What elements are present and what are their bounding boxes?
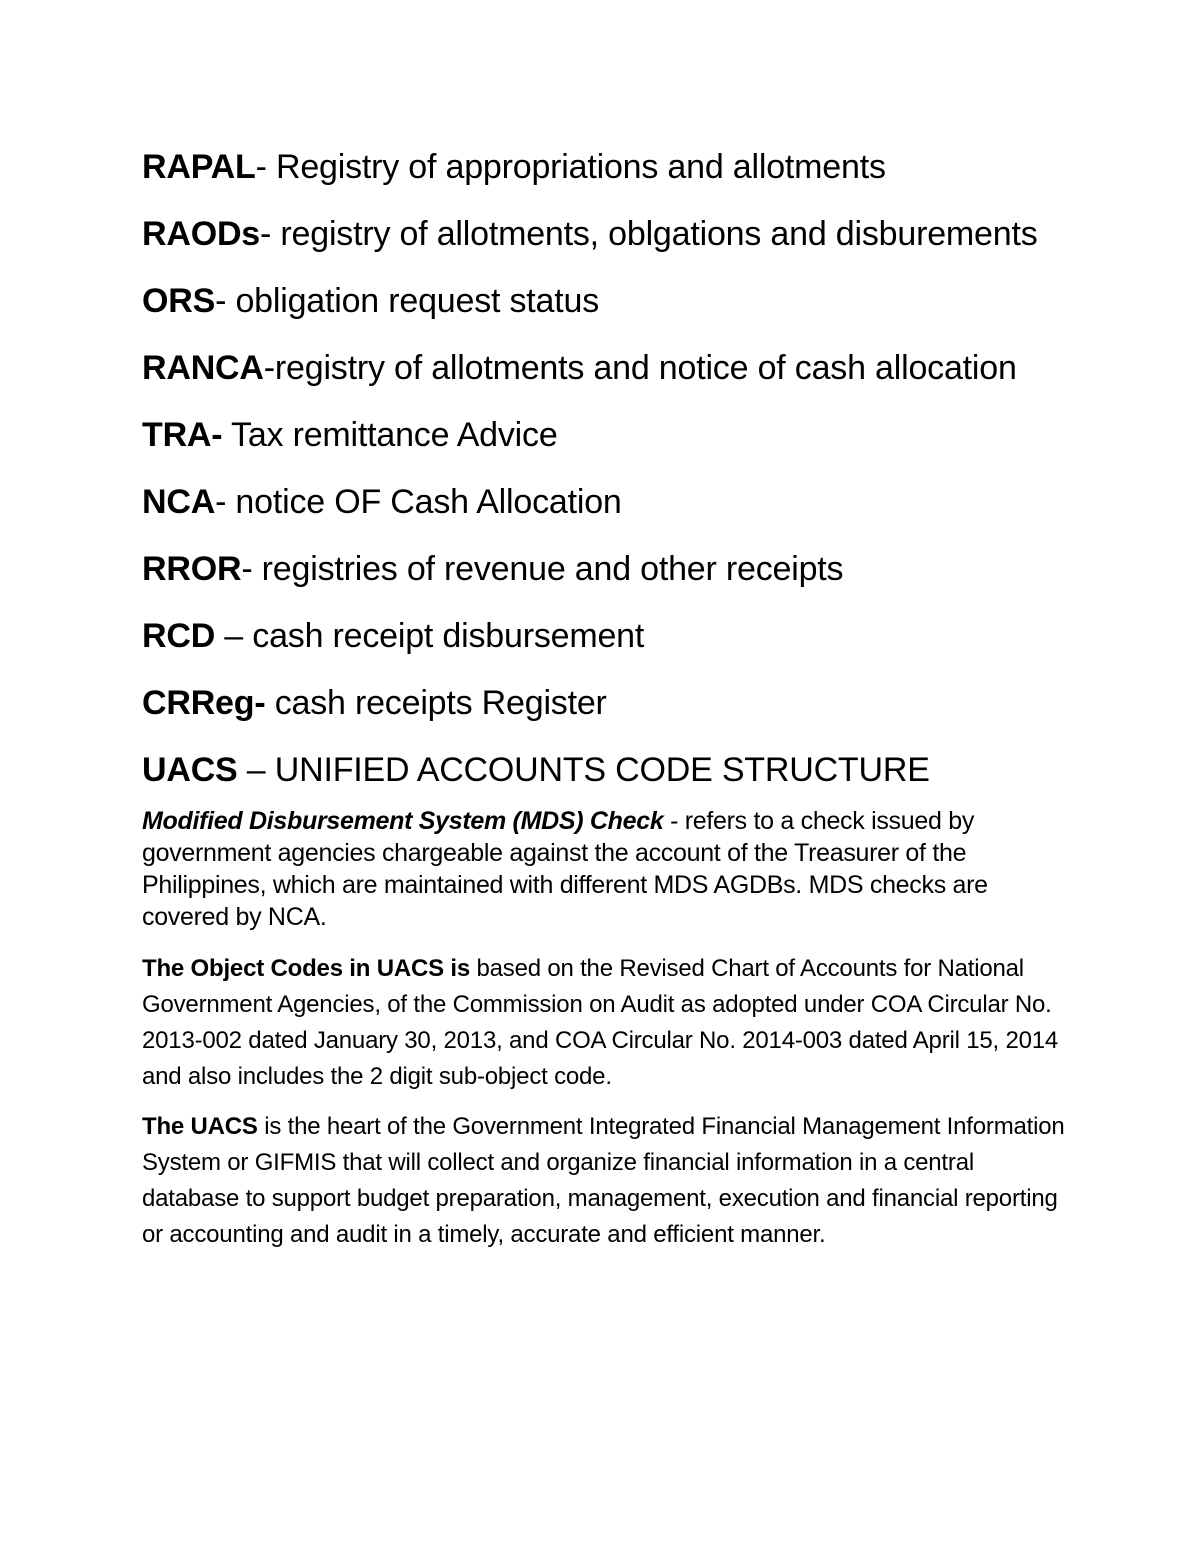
object-codes-lead: The Object Codes in UACS is [142, 955, 470, 982]
term-raods [142, 209, 1072, 259]
term-abbr: NCA [142, 483, 216, 521]
term-definition: Tax remittance Advice [222, 416, 558, 454]
document-page [142, 142, 1072, 1267]
term-definition: -registry of allotments and notice of cash allocation [263, 349, 1017, 387]
term-tra [142, 410, 1072, 460]
mds-check-paragraph [142, 805, 1072, 933]
term-abbr: CRReg- [142, 684, 266, 722]
term-ranca [142, 343, 1072, 393]
mds-check-text: - refers to a check issued by government agencies chargeable against the account of the Treasurer of the Philippines, which are maintained with different MDS AGDBs. MDS checks are covered by NCA. [142, 807, 988, 931]
term-rror [142, 544, 1072, 594]
term-crreg [142, 678, 1072, 728]
term-rcd [142, 611, 1072, 661]
term-ors [142, 276, 1072, 326]
term-abbr: RROR [142, 550, 242, 588]
term-uacs [142, 745, 1072, 795]
term-definition: – cash receipt disbursement [215, 617, 645, 655]
term-definition: - obligation request status [215, 282, 600, 320]
term-definition: – UNIFIED ACCOUNTS CODE STRUCTURE [237, 751, 930, 789]
term-abbr: RAODs [142, 215, 261, 253]
term-definition: - Registry of appropriations and allotments [255, 148, 886, 186]
term-rapal [142, 142, 1072, 192]
object-codes-text: based on the Revised Chart of Accounts for National Government Agencies, of the Commission on Audit as adopted under COA Circular No. 2013-002 dated January 30, 2013, and COA Circular No. 2014-003 dated April 15, 2014 and also includes the 2 digit sub-object code. [142, 955, 1059, 1090]
mds-check-lead: Modified Disbursement System (MDS) Check [142, 807, 664, 835]
object-codes-paragraph [142, 951, 1072, 1095]
term-abbr: ORS [142, 282, 216, 320]
term-definition: - registry of allotments, oblgations and disburements [260, 215, 1038, 253]
term-abbr: RANCA [142, 349, 264, 387]
uacs-heart-text: is the heart of the Government Integrated Financial Management Information System or GIFMIS that will collect and organize financial information in a central database to support budget preparation, management, execution and financial reporting or accounting and audit in a timely, accurate and efficient manner. [142, 1113, 1065, 1248]
term-definition: - registries of revenue and other receipts [241, 550, 844, 588]
term-abbr: TRA- [142, 416, 223, 454]
uacs-heart-lead: The UACS [142, 1113, 258, 1140]
term-definition: cash receipts Register [265, 684, 607, 722]
term-abbr: RCD [142, 617, 216, 655]
term-abbr: RAPAL [142, 148, 256, 186]
uacs-heart-paragraph [142, 1109, 1072, 1253]
term-definition: - notice OF Cash Allocation [215, 483, 622, 521]
term-nca [142, 477, 1072, 527]
term-abbr: UACS [142, 751, 238, 789]
